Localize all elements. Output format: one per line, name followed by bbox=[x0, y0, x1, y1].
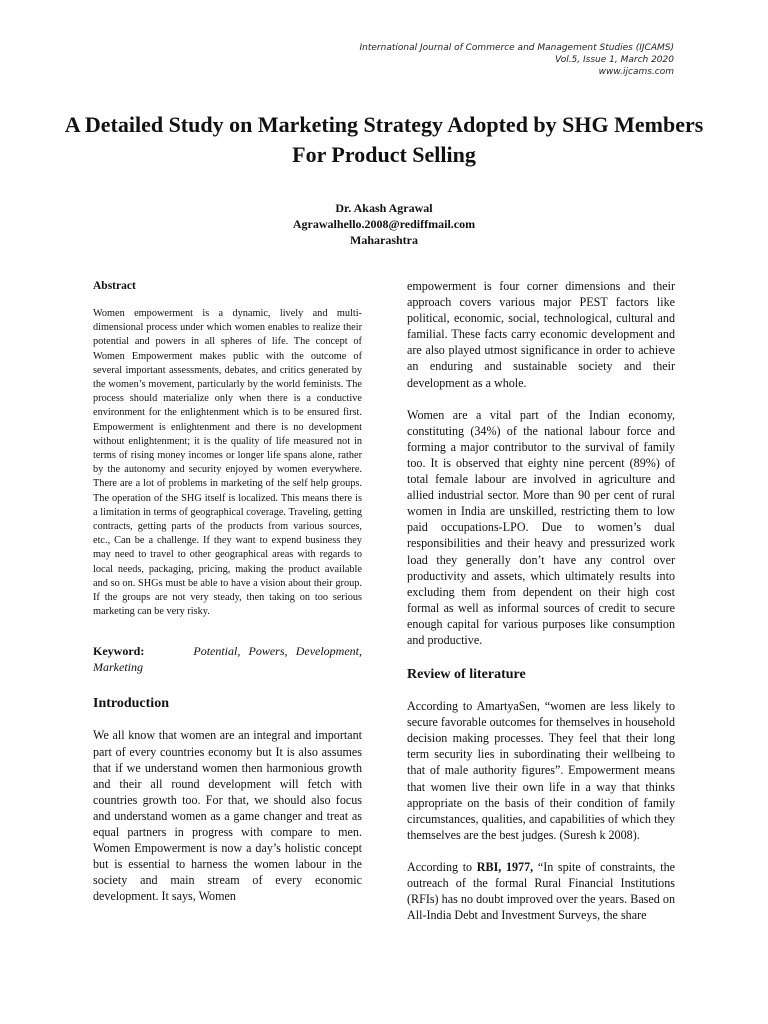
paper-title: A Detailed Study on Marketing Strategy Adopted by SHG Members For Product Selling bbox=[64, 112, 704, 167]
keyword-label: Keyword: bbox=[93, 644, 145, 659]
journal-website[interactable]: www.ijcams.com bbox=[598, 67, 674, 77]
introduction-text: We all know that women are an integral and important part of every countries economy but It is also assumes that if we understand women then harmonious growth and their all round development will fetch with countries growth too. For that, we should also focus and understand women as a game changer and treat as equal partners in progress with compare to men. Women Empowerment is now a day’s holistic concept but is essential to harness the women labour in the society and main stream of every economic development. It says, Women bbox=[93, 728, 362, 904]
right-paragraph-2: Women are a vital part of the Indian economy, constituting (34%) of the national labour force and forming a major contributor to the survival of family too. It is observed that eighty nine percent (89%) of total female labour are involved in agriculture and allied industrial sector. More than 90 per cent of rural women in India are unskilled, restricting them to low paid occupations-LPO. Due to women’s dual responsibilities and their heavy and pressurized work load they generally don’t have any control over productivity and assets, which ultimately results into excluding them from dependent on their high cost formal as well as informal sources of credit to secure enough capital for various purposes like consumption and productive. bbox=[407, 407, 675, 647]
author-name: Dr. Akash Agrawal bbox=[335, 201, 433, 215]
rbi-citation: RBI, 1977, bbox=[476, 859, 534, 874]
author-location: Maharashtra bbox=[350, 233, 418, 247]
right-paragraph-1: empowerment is four corner dimensions and their approach covers various major PEST factors like political, economic, social, technological, cultural and familial. These facts carry economic development and are also played utmost significance in order to achieve an enduring and sustainable society and their development as a whole. bbox=[407, 279, 675, 390]
author-email[interactable]: Agrawalhello.2008@rediffmail.com bbox=[292, 217, 476, 231]
review-paragraph-1: According to AmartyaSen, “women are less likely to secure favorable outcomes for themselves in household decision making processes. They feel that their long term security lies in subordinating their wellbeing to that of male authority figures”. Empowerment means that women live their own life in a way that thinks appropriate on the basis of their condition of family circumstances, qualities, and capabilities of which they themselves are the best judges. (Suresh k 2008). bbox=[407, 699, 675, 842]
review-p2-text: “In spite of constraints, the outreach of the formal Rural Financial Institutions (RFIs) has no doubt improved over the years. Based on All-India Debt and Investment Surveys, the share bbox=[407, 859, 676, 923]
journal-header bbox=[360, 42, 675, 78]
abstract-text: Women empowerment is a dynamic, lively and multi-dimensional process under which women enables to realize their potential and powers in all spheres of life. The concept of Women Empowerment makes public with the outcome of several important assessments, debates, and critics generated by the women’s movement, particularly by the world feminists. The process should materialize only when there is a conductive environment for the enlightenment which is to be ensured first. Empowerment is enlightenment and there is no development without enlightenment; it is the quality of life measured not in terms of rising money incomes or longer life spans alone, rather by the autonomy and security enjoyed by women everywhere. There are a lot of problems in marketing of the self help groups. The operation of the SHG itself is localized. This means there is a limitation in terms of geographical coverage. Traveling, getting contracts, getting parts of the products from various sources, etc., Can be a challenge. If they want to expend business they may need to travel to other geographical areas with regards to local needs, packaging, pricing, making the product available and so on. SHGs must be able to have a vision about their group. If the groups are not very steady, then taking on too serious marketing can be very risky. bbox=[93, 308, 362, 618]
right-column bbox=[407, 278, 675, 923]
journal-volume: Vol.5, Issue 1, March 2020 bbox=[555, 55, 674, 65]
journal-name: International Journal of Commerce and Management Studies (IJCAMS) bbox=[359, 43, 674, 53]
keyword-line bbox=[93, 643, 362, 675]
author-block bbox=[0, 200, 768, 248]
review-p2-prefix: According to bbox=[407, 859, 477, 874]
review-heading: Review of literature bbox=[407, 667, 526, 683]
abstract-heading: Abstract bbox=[93, 280, 136, 292]
left-column bbox=[93, 278, 362, 905]
introduction-heading: Introduction bbox=[93, 696, 169, 712]
keyword-terms: Potential, Powers, Development, Marketing bbox=[93, 644, 362, 675]
review-paragraph-2 bbox=[407, 859, 675, 923]
